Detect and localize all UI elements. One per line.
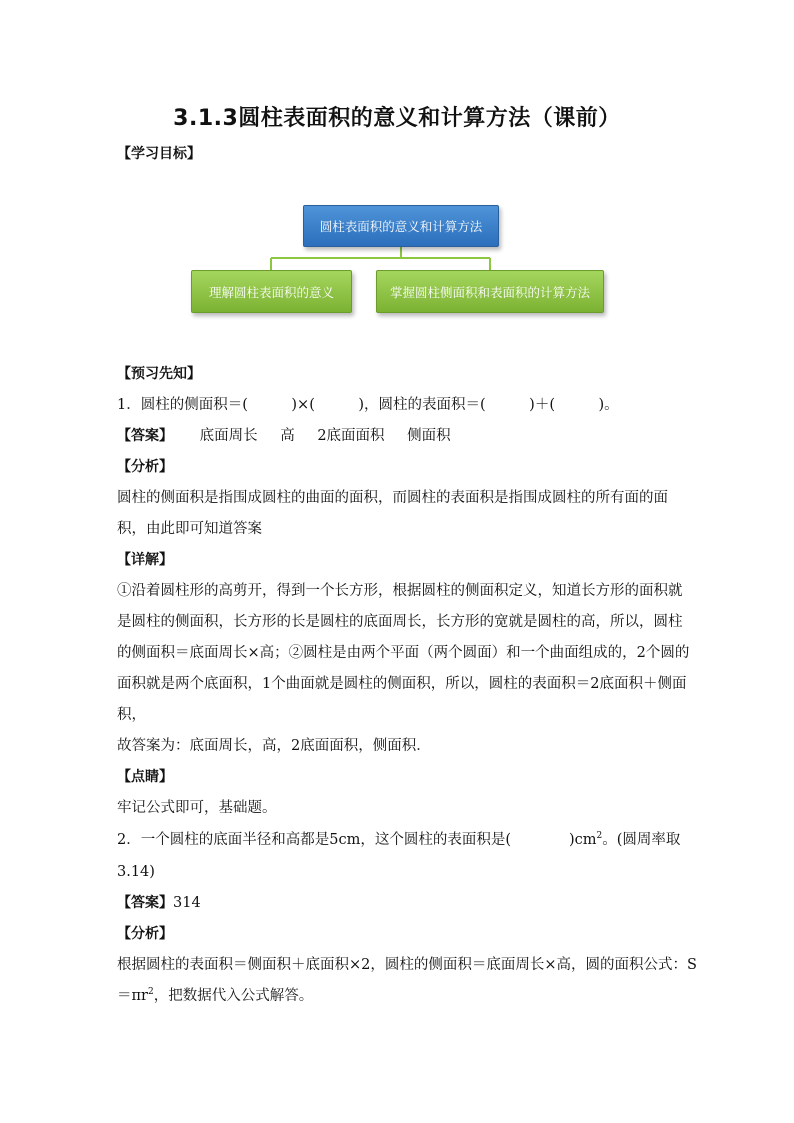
connector-lines xyxy=(271,247,490,270)
answer-value: 314 xyxy=(173,895,201,911)
comment-label: 【点睛】 xyxy=(117,769,173,785)
analysis-label: 【分析】 xyxy=(117,459,173,475)
section-preview: 【预习先知】 xyxy=(117,366,201,382)
detail-line: ①沿着圆柱形的高剪开，得到一个长方形，根据圆柱的侧面积定义，知道长方形的面积就 xyxy=(117,583,683,599)
detail-label: 【详解】 xyxy=(117,552,173,568)
answer-item: 底面周长 xyxy=(199,428,258,444)
question-1-text: 1．圆柱的侧面积＝( )×( )，圆柱的表面积＝( )＋( )。 xyxy=(117,397,619,413)
unit-exponent: 2 xyxy=(596,831,603,842)
analysis-line xyxy=(117,986,677,1006)
comment-text: 牢记公式即可，基础题。 xyxy=(117,800,277,816)
question-2-answer xyxy=(117,893,677,913)
question-2-text-before: 2．一个圆柱的底面半径和高都是5cm，这个圆柱的表面积是( )cm xyxy=(117,832,597,848)
section-learning-goals: 【学习目标】 xyxy=(117,146,201,162)
analysis-formula-before: ＝πr xyxy=(117,988,148,1004)
page-title: 3.1.3圆柱表面积的意义和计算方法（课前） xyxy=(173,106,621,131)
detail-line: 面积就是两个底面积，1个曲面就是圆柱的侧面积，所以，圆柱的表面积＝2底面积＋侧面 xyxy=(117,676,687,692)
question-2-text-line2: 3.14) xyxy=(117,864,155,880)
question-2-text xyxy=(117,830,681,850)
answer-item: 侧面积 xyxy=(407,428,451,444)
diagram-right-node: 掌握圆柱侧面积和表面积的计算方法 xyxy=(376,270,604,313)
diagram-root-node: 圆柱表面积的意义和计算方法 xyxy=(303,205,499,247)
detail-line: 故答案为：底面周长，高，2底面面积，侧面积． xyxy=(117,738,431,754)
detail-line: 是圆柱的侧面积，长方形的长是圆柱的底面周长，长方形的宽就是圆柱的高，所以，圆柱 xyxy=(117,614,683,630)
question-1-answer xyxy=(117,426,677,446)
answer-item: 高 xyxy=(280,428,295,444)
detail-line: 积， xyxy=(117,707,146,723)
detail-line: 的侧面积＝底面周长×高；②圆柱是由两个平面（两个圆面）和一个曲面组成的，2个圆的 xyxy=(117,645,690,661)
answer-item: 2底面面积 xyxy=(317,428,385,444)
analysis-line: 圆柱的侧面积是指围成圆柱的曲面的面积，而圆柱的表面积是指围成圆柱的所有面的面 xyxy=(117,490,668,506)
diagram-left-node: 理解圆柱表面积的意义 xyxy=(191,270,352,313)
analysis-label: 【分析】 xyxy=(117,926,173,942)
answer-label: 【答案】 xyxy=(117,895,173,911)
analysis-line: 积，由此即可知道答案 xyxy=(117,521,262,537)
analysis-formula-after: ，把数据代入公式解答。 xyxy=(153,988,314,1004)
question-2-text-after: 。(圆周率取 xyxy=(602,832,681,848)
answer-label: 【答案】 xyxy=(117,428,173,444)
analysis-line: 根据圆柱的表面积＝侧面积＋底面积×2，圆柱的侧面积＝底面周长×高，圆的面积公式：S xyxy=(117,957,697,973)
formula-exponent: 2 xyxy=(147,987,154,998)
